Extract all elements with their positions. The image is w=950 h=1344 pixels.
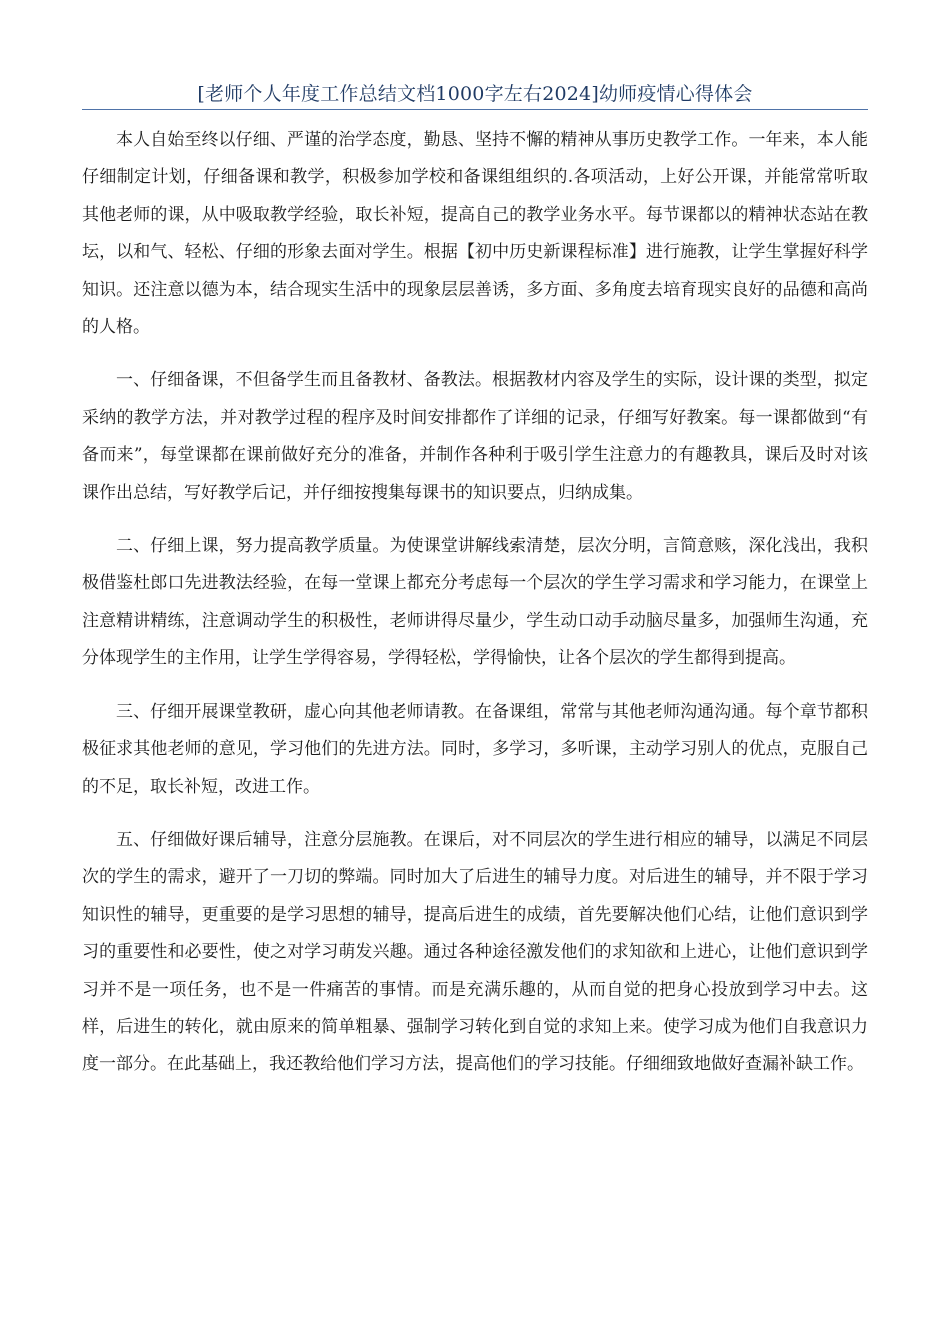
- page-header-title: [老师个人年度工作总结文档1000字左右2024]幼师疫情心得体会: [197, 83, 753, 105]
- header-divider: [82, 109, 868, 110]
- paragraph-section-2: 二、仔细上课，努力提高教学质量。为使课堂讲解线索清楚，层次分明，言简意赅，深化浅出，我积极借鉴杜郎口先进教法经验，在每一堂课上都充分考虑每一个层次的学生学习需求和学习能力，在课堂上注意精讲精练，注意调动学生的积极性，老师讲得尽量少，学生动口动手动脑尽量多，加强师生沟通，充分体现学生的主作用，让学生学得容易，学得轻松，学得愉快，让各个层次的学生都得到提高。: [82, 536, 868, 669]
- paragraph-section-5: 五、仔细做好课后辅导，注意分层施教。在课后，对不同层次的学生进行相应的辅导，以满足不同层次的学生的需求，避开了一刀切的弊端。同时加大了后进生的辅导力度。对后进生的辅导，并不限于学习知识性的辅导，更重要的是学习思想的辅导，提高后进生的成绩，首先要解决他们心结，让他们意识到学习的重要性和必要性，使之对学习萌发兴趣。通过各种途径激发他们的求知欲和上进心，让他们意识到学习并不是一项任务，也不是一件痛苦的事情。而是充满乐趣的，从而自觉的把身心投放到学习中去。这样，后进生的转化，就由原来的简单粗暴、强制学习转化到自觉的求知上来。使学习成为他们自我意识力度一部分。在此基础上，我还教给他们学习方法，提高他们的学习技能。仔细细致地做好查漏补缺工作。: [82, 829, 868, 1075]
- paragraph-intro: 本人自始至终以仔细、严谨的治学态度，勤恳、坚持不懈的精神从事历史教学工作。一年来，本人能仔细制定计划，仔细备课和教学，积极参加学校和备课组组织的.各项活动，上好公开课，并能常常听取其他老师的课，从中吸取教学经验，取长补短，提高自己的教学业务水平。每节课都以的精神状态站在教坛，以和气、轻松、仔细的形象去面对学生。根据【初中历史新课程标准】进行施教，让学生掌握好科学知识。还注意以德为本，结合现实生活中的现象层层善诱，多方面、多角度去培育现实良好的品德和高尚的人格。: [82, 130, 868, 338]
- paragraph-section-3: 三、仔细开展课堂教研，虚心向其他老师请教。在备课组，常常与其他老师沟通沟通。每个章节都积极征求其他老师的意见，学习他们的先进方法。同时，多学习，多听课，主动学习别人的优点，克服自己的不足，取长补短，改进工作。: [82, 701, 868, 797]
- document-body: [82, 122, 868, 1084]
- paragraph-section-1: 一、仔细备课，不但备学生而且备教材、备教法。根据教材内容及学生的实际，设计课的类型，拟定采纳的教学方法，并对教学过程的程序及时间安排都作了详细的记录，仔细写好教案。每一课都做到“有备而来”，每堂课都在课前做好充分的准备，并制作各种利于吸引学生注意力的有趣教具，课后及时对该课作出总结，写好教学后记，并仔细按搜集每课书的知识要点，归纳成集。: [82, 370, 868, 503]
